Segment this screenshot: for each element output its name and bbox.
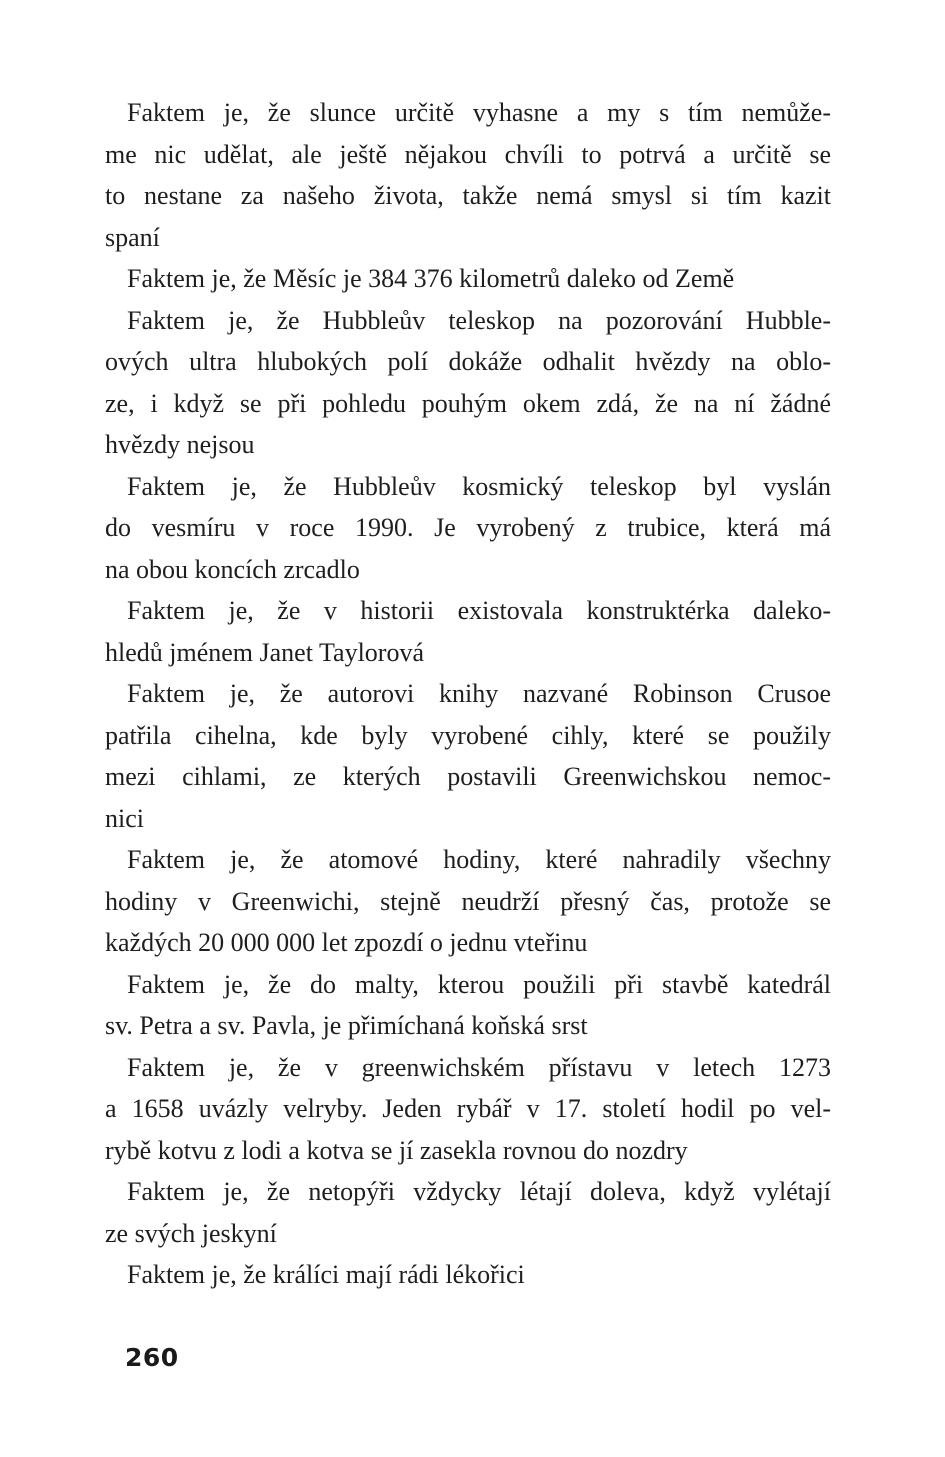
text-line: Faktem je, že v greenwichském přístavu v letech 1273 <box>127 1052 831 1082</box>
paragraph <box>105 258 831 300</box>
text-line: Faktem je, že v historii existovala konstruktérka daleko- <box>127 596 831 625</box>
text-line: Faktem je, že Hubbleův kosmický teleskop byl vyslán <box>127 471 831 501</box>
text-line: do vesmíru v roce 1990. Je vyrobený z trubice, která má <box>105 513 831 542</box>
text-line: Faktem je, že atomové hodiny, které nahradily všechny <box>127 845 831 874</box>
text-line: to nestane za našeho života, takže nemá smysl si tím kazit <box>105 181 831 210</box>
text-line: a 1658 uvázly velryby. Jeden rybář v 17. století hodil po vel- <box>105 1094 831 1123</box>
text-line: sv. Petra a sv. Pavla, je přimíchaná koňská srst <box>105 1011 588 1040</box>
text-line: nici <box>105 803 144 833</box>
paragraph <box>105 300 831 466</box>
paragraph <box>105 1047 831 1172</box>
text-line: každých 20 000 000 let zpozdí o jednu vteřinu <box>105 928 588 957</box>
page-text <box>105 92 831 1296</box>
paragraph <box>105 673 831 839</box>
paragraph <box>105 466 831 591</box>
text-line: Faktem je, že Hubbleův teleskop na pozorování Hubble- <box>127 305 831 335</box>
text-line: Faktem je, že netopýři vždycky létají doleva, když vylétají <box>127 1177 831 1206</box>
text-line: patřila cihelna, kde byly vyrobené cihly, které se použily <box>105 720 831 750</box>
text-line: hodiny v Greenwichi, stejně neudrží přesný čas, protože se <box>105 886 831 916</box>
text-line: Faktem je, že králíci mají rádi lékořici <box>127 1260 525 1289</box>
text-line: spaní <box>105 222 160 252</box>
text-line: mezi cihlami, ze kterých postavili Greenwichskou nemoc- <box>105 762 831 791</box>
paragraph <box>105 92 831 258</box>
paragraph <box>105 1254 831 1296</box>
text-line: ových ultra hlubokých polí dokáže odhalit hvězdy na oblo- <box>105 347 831 376</box>
page-number: 260 <box>125 1343 179 1372</box>
text-line: Faktem je, že Měsíc je 384 376 kilometrů daleko od Země <box>127 264 735 293</box>
text-line: rybě kotvu z lodi a kotva se jí zasekla rovnou do nozdry <box>105 1135 688 1165</box>
text-line: hvězdy nejsou <box>105 430 255 459</box>
paragraph <box>105 590 831 673</box>
text-line: Faktem je, že slunce určitě vyhasne a my s tím nemůže- <box>127 98 831 127</box>
text-line: hledů jménem Janet Taylorová <box>105 637 424 667</box>
text-line: na obou koncích zrcadlo <box>105 554 360 584</box>
paragraph <box>105 839 831 964</box>
paragraph <box>105 1171 831 1254</box>
paragraph <box>105 964 831 1047</box>
text-line: me nic udělat, ale ještě nějakou chvíli to potrvá a určitě se <box>105 139 831 169</box>
text-line: Faktem je, že do malty, kterou použili při stavbě katedrál <box>127 969 831 999</box>
text-line: ze svých jeskyní <box>105 1218 277 1248</box>
text-line: Faktem je, že autorovi knihy nazvané Robinson Crusoe <box>127 679 831 708</box>
text-line: ze, i když se při pohledu pouhým okem zdá, že na ní žádné <box>105 388 831 418</box>
